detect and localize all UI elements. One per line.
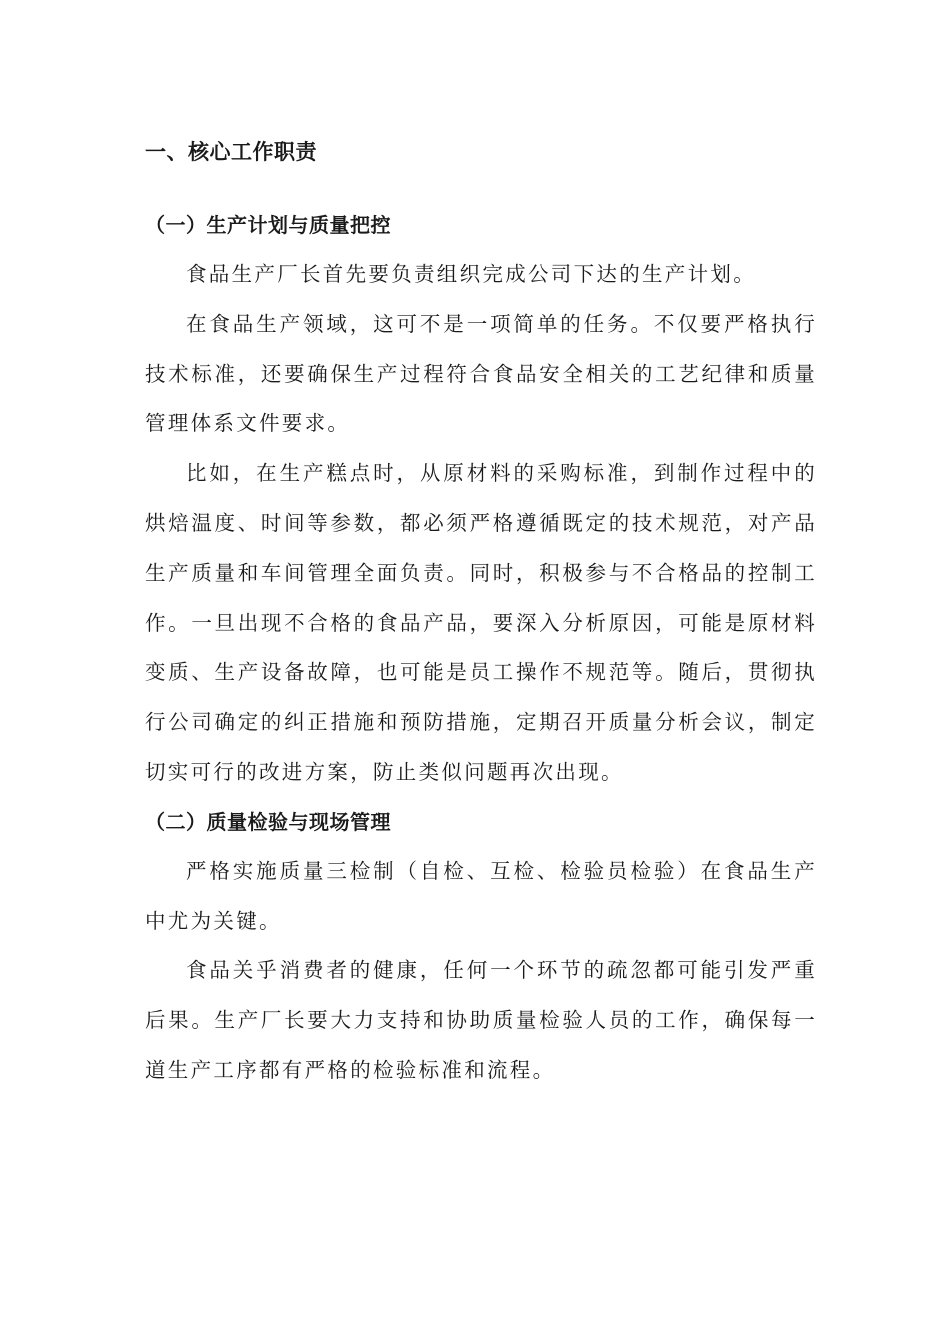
paragraph: 在食品生产领域，这可不是一项简单的任务。不仅要严格执行技术标准，还要确保生产过程符合食品安全相关的工艺纪律和质量管理体系文件要求。: [145, 311, 817, 436]
document-body: [145, 128, 817, 1096]
paragraph: 严格实施质量三检制（自检、互检、检验员检验）在食品生产中尤为关键。: [145, 858, 817, 933]
subsection-title-1: （一）生产计划与质量把控: [145, 213, 391, 237]
paragraph: 比如，在生产糕点时，从原材料的采购标准，到制作过程中的烘焙温度、时间等参数，都必须严格遵循既定的技术规范，对产品生产质量和车间管理全面负责。同时，积极参与不合格品的控制工作。一旦出现不合格的食品产品，要深入分析原因，可能是原材料变质、生产设备故障，也可能是员工操作不规范等。随后，贯彻执行公司确定的纠正措施和预防措施，定期召开质量分析会议，制定切实可行的改进方案，防止类似问题再次出现。: [145, 461, 817, 784]
paragraph: 食品生产厂长首先要负责组织完成公司下达的生产计划。: [186, 262, 756, 286]
section-title: 一、核心工作职责: [145, 140, 317, 164]
subsection-title-2: （二）质量检验与现场管理: [145, 809, 391, 834]
paragraph: 食品关乎消费者的健康，任何一个环节的疏忽都可能引发严重后果。生产厂长要大力支持和协助质量检验人员的工作，确保每一道生产工序都有严格的检验标准和流程。: [145, 958, 817, 1082]
